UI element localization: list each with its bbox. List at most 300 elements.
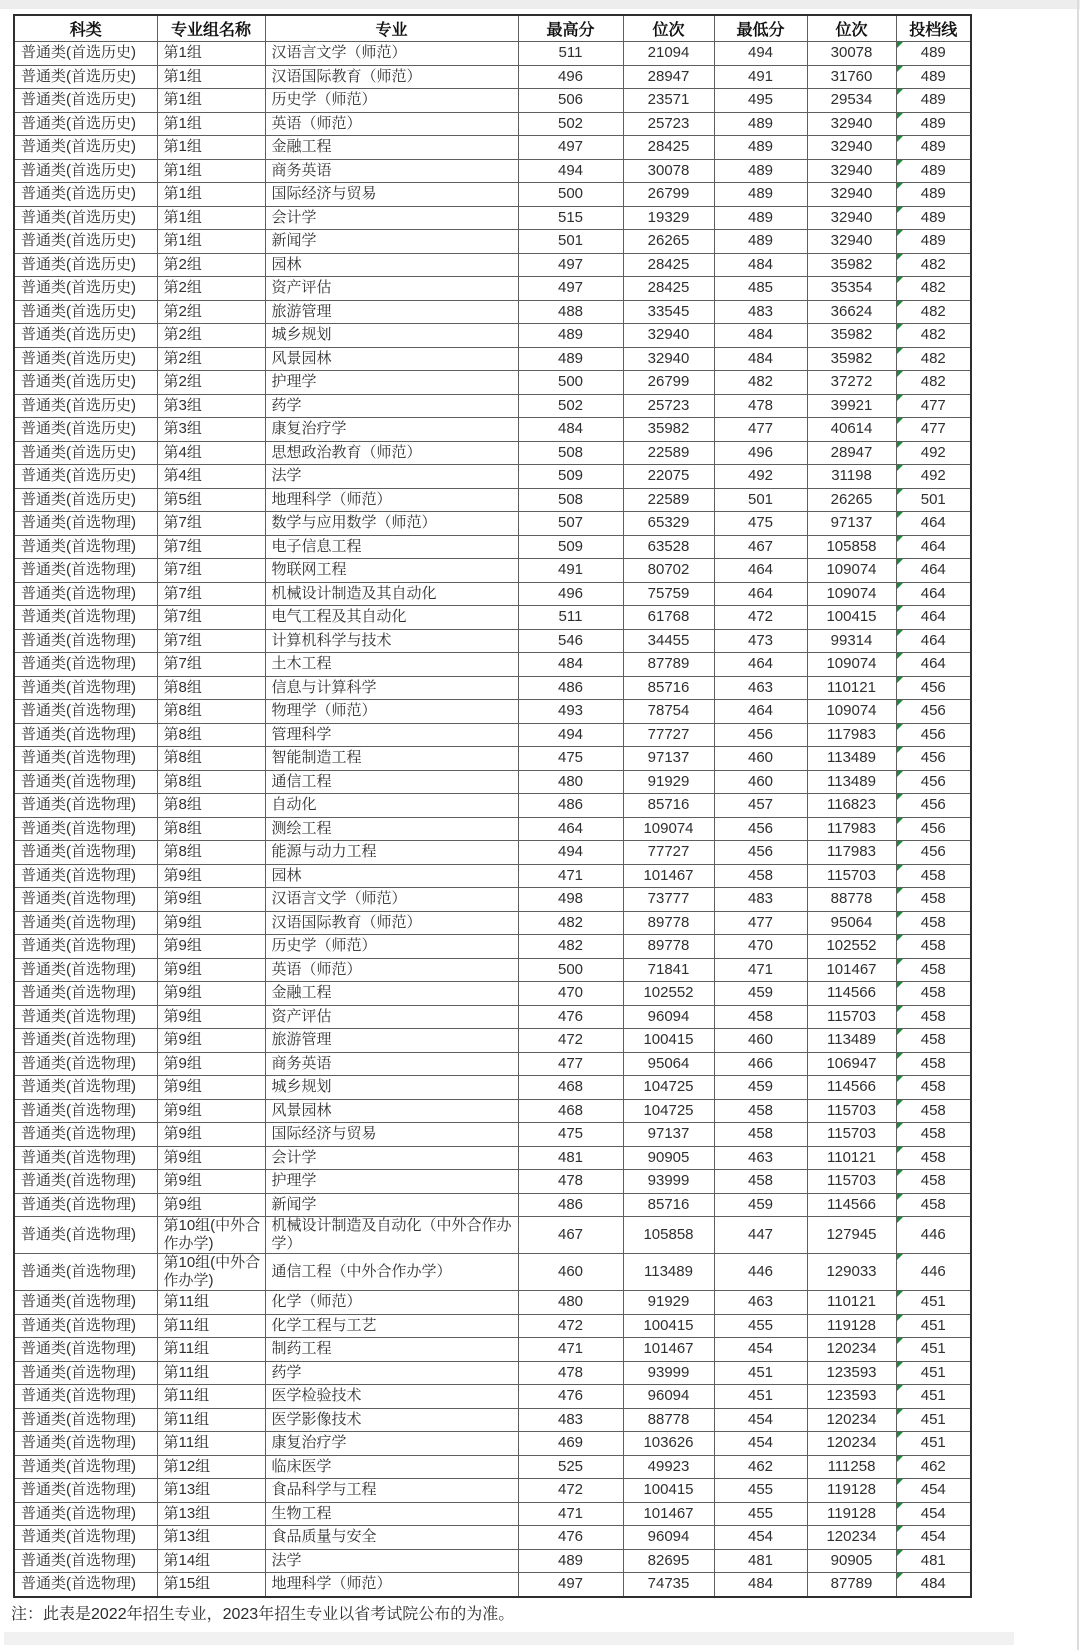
cell-min-rank: 114566 bbox=[807, 1193, 896, 1217]
cell-max-score: 476 bbox=[518, 1385, 623, 1409]
cell-max-score: 475 bbox=[518, 747, 623, 771]
admission-line-value: 456 bbox=[920, 702, 946, 720]
cell-max-score: 494 bbox=[518, 159, 623, 183]
cell-category: 普通类(首选物理) bbox=[14, 817, 157, 841]
cell-major: 汉语言文学（师范） bbox=[265, 888, 518, 912]
cell-max-score: 497 bbox=[518, 1573, 623, 1597]
cell-category: 普通类(首选历史) bbox=[14, 42, 157, 66]
green-corner-marker-icon bbox=[897, 1385, 903, 1391]
cell-major: 药学 bbox=[265, 394, 518, 418]
cell-admission-line bbox=[896, 676, 971, 700]
cell-major: 城乡规划 bbox=[265, 324, 518, 348]
column-header-min-score: 最低分 bbox=[714, 15, 807, 42]
admission-line-value: 477 bbox=[920, 420, 946, 438]
cell-max-rank: 93999 bbox=[623, 1170, 714, 1194]
cell-min-score: 456 bbox=[714, 817, 807, 841]
admission-line-value: 489 bbox=[920, 91, 946, 109]
cell-major: 信息与计算科学 bbox=[265, 676, 518, 700]
cell-max-rank: 63528 bbox=[623, 535, 714, 559]
cell-category: 普通类(首选物理) bbox=[14, 1123, 157, 1147]
table-row bbox=[14, 606, 971, 630]
green-corner-marker-icon bbox=[897, 1170, 903, 1176]
cell-max-score: 494 bbox=[518, 841, 623, 865]
cell-min-rank: 120234 bbox=[807, 1432, 896, 1456]
cell-admission-line bbox=[896, 1361, 971, 1385]
cell-admission-line bbox=[896, 911, 971, 935]
cell-admission-line bbox=[896, 1385, 971, 1409]
cell-max-score: 489 bbox=[518, 347, 623, 371]
table-row bbox=[14, 371, 971, 395]
cell-admission-line bbox=[896, 1099, 971, 1123]
column-header-max-score: 最高分 bbox=[518, 15, 623, 42]
cell-max-rank: 96094 bbox=[623, 1385, 714, 1409]
cell-min-score: 456 bbox=[714, 723, 807, 747]
green-corner-marker-icon bbox=[897, 1362, 903, 1368]
cell-admission-line bbox=[896, 1573, 971, 1597]
green-corner-marker-icon bbox=[897, 1432, 903, 1438]
cell-min-rank: 35982 bbox=[807, 253, 896, 277]
admission-line-value: 458 bbox=[920, 890, 946, 908]
table-row bbox=[14, 65, 971, 89]
green-corner-marker-icon bbox=[897, 1315, 903, 1321]
admission-line-value: 464 bbox=[920, 631, 946, 649]
cell-max-rank: 85716 bbox=[623, 676, 714, 700]
cell-min-rank: 28947 bbox=[807, 441, 896, 465]
green-corner-marker-icon bbox=[897, 841, 903, 847]
cell-group-name: 第8组 bbox=[157, 723, 265, 747]
cell-min-rank: 115703 bbox=[807, 1123, 896, 1147]
cell-min-rank: 110121 bbox=[807, 1146, 896, 1170]
cell-min-rank: 32940 bbox=[807, 206, 896, 230]
cell-max-score: 472 bbox=[518, 1479, 623, 1503]
cell-major: 机械设计制造及自动化（中外合作办学） bbox=[265, 1217, 518, 1254]
cell-admission-line bbox=[896, 535, 971, 559]
admission-line-value: 489 bbox=[920, 161, 946, 179]
cell-category: 普通类(首选物理) bbox=[14, 1432, 157, 1456]
admission-line-value: 456 bbox=[920, 725, 946, 743]
cell-group-name: 第7组 bbox=[157, 653, 265, 677]
cell-min-score: 463 bbox=[714, 1291, 807, 1315]
cell-min-rank: 30078 bbox=[807, 42, 896, 66]
cell-max-score: 471 bbox=[518, 1338, 623, 1362]
cell-min-rank: 113489 bbox=[807, 1029, 896, 1053]
cell-major: 化学（师范） bbox=[265, 1291, 518, 1315]
cell-category: 普通类(首选物理) bbox=[14, 1361, 157, 1385]
cell-max-score: 468 bbox=[518, 1076, 623, 1100]
cell-category: 普通类(首选物理) bbox=[14, 1502, 157, 1526]
cell-major: 电气工程及其自动化 bbox=[265, 606, 518, 630]
cell-min-score: 455 bbox=[714, 1502, 807, 1526]
cell-min-rank: 87789 bbox=[807, 1573, 896, 1597]
cell-category: 普通类(首选物理) bbox=[14, 841, 157, 865]
cell-max-rank: 21094 bbox=[623, 42, 714, 66]
cell-group-name: 第1组 bbox=[157, 136, 265, 160]
cell-max-rank: 32940 bbox=[623, 324, 714, 348]
admission-line-value: 451 bbox=[920, 1293, 946, 1311]
cell-group-name: 第9组 bbox=[157, 935, 265, 959]
table-row bbox=[14, 1123, 971, 1147]
cell-category: 普通类(首选历史) bbox=[14, 159, 157, 183]
cell-category: 普通类(首选物理) bbox=[14, 911, 157, 935]
cell-min-score: 464 bbox=[714, 582, 807, 606]
cell-major: 旅游管理 bbox=[265, 1029, 518, 1053]
green-corner-marker-icon bbox=[897, 418, 903, 424]
cell-admission-line bbox=[896, 817, 971, 841]
cell-major: 化学工程与工艺 bbox=[265, 1314, 518, 1338]
cell-group-name: 第11组 bbox=[157, 1385, 265, 1409]
cell-min-rank: 129033 bbox=[807, 1254, 896, 1291]
cell-major: 电子信息工程 bbox=[265, 535, 518, 559]
green-corner-marker-icon bbox=[897, 1338, 903, 1344]
admission-line-value: 482 bbox=[920, 302, 946, 320]
cell-max-score: 509 bbox=[518, 465, 623, 489]
cell-min-score: 457 bbox=[714, 794, 807, 818]
cell-category: 普通类(首选物理) bbox=[14, 1385, 157, 1409]
cell-min-rank: 110121 bbox=[807, 1291, 896, 1315]
cell-category: 普通类(首选物理) bbox=[14, 1408, 157, 1432]
cell-group-name: 第13组 bbox=[157, 1526, 265, 1550]
cell-major: 法学 bbox=[265, 1549, 518, 1573]
cell-max-rank: 28425 bbox=[623, 136, 714, 160]
cell-admission-line bbox=[896, 1432, 971, 1456]
table-row bbox=[14, 1479, 971, 1503]
cell-group-name: 第7组 bbox=[157, 629, 265, 653]
cell-group-name: 第1组 bbox=[157, 183, 265, 207]
cell-max-rank: 91929 bbox=[623, 1291, 714, 1315]
cell-min-score: 458 bbox=[714, 1170, 807, 1194]
green-corner-marker-icon bbox=[897, 442, 903, 448]
cell-max-score: 493 bbox=[518, 700, 623, 724]
admission-line-value: 489 bbox=[920, 185, 946, 203]
table-row bbox=[14, 794, 971, 818]
cell-min-rank: 115703 bbox=[807, 1170, 896, 1194]
table-row bbox=[14, 1170, 971, 1194]
table-row bbox=[14, 512, 971, 536]
column-header-admission-line: 投档线 bbox=[896, 15, 971, 42]
cell-category: 普通类(首选物理) bbox=[14, 629, 157, 653]
cell-category: 普通类(首选历史) bbox=[14, 230, 157, 254]
cell-admission-line bbox=[896, 1479, 971, 1503]
cell-major: 国际经济与贸易 bbox=[265, 183, 518, 207]
cell-max-rank: 26265 bbox=[623, 230, 714, 254]
cell-admission-line bbox=[896, 1170, 971, 1194]
cell-group-name: 第9组 bbox=[157, 1099, 265, 1123]
cell-major: 医学影像技术 bbox=[265, 1408, 518, 1432]
green-corner-marker-icon bbox=[897, 1526, 903, 1532]
admission-line-value: 456 bbox=[920, 819, 946, 837]
admission-line-value: 464 bbox=[920, 608, 946, 626]
table-body bbox=[14, 42, 971, 1597]
cell-min-rank: 117983 bbox=[807, 817, 896, 841]
page-content bbox=[0, 9, 1080, 1645]
admission-line-value: 489 bbox=[920, 208, 946, 226]
cell-min-rank: 97137 bbox=[807, 512, 896, 536]
cell-min-rank: 31760 bbox=[807, 65, 896, 89]
cell-max-score: 488 bbox=[518, 300, 623, 324]
cell-group-name: 第9组 bbox=[157, 1170, 265, 1194]
table-row bbox=[14, 394, 971, 418]
admission-line-value: 458 bbox=[920, 1078, 946, 1096]
cell-category: 普通类(首选物理) bbox=[14, 1338, 157, 1362]
cell-min-rank: 102552 bbox=[807, 935, 896, 959]
cell-admission-line bbox=[896, 1314, 971, 1338]
admission-line-value: 489 bbox=[920, 67, 946, 85]
column-header-max-rank: 位次 bbox=[623, 15, 714, 42]
cell-max-rank: 85716 bbox=[623, 1193, 714, 1217]
cell-min-rank: 120234 bbox=[807, 1408, 896, 1432]
table-row bbox=[14, 1526, 971, 1550]
cell-admission-line bbox=[896, 1338, 971, 1362]
cell-max-rank: 74735 bbox=[623, 1573, 714, 1597]
cell-group-name: 第7组 bbox=[157, 512, 265, 536]
cell-admission-line bbox=[896, 606, 971, 630]
cell-group-name: 第9组 bbox=[157, 1146, 265, 1170]
table-row bbox=[14, 582, 971, 606]
table-row bbox=[14, 89, 971, 113]
cell-max-score: 515 bbox=[518, 206, 623, 230]
table-row bbox=[14, 723, 971, 747]
cell-category: 普通类(首选物理) bbox=[14, 1573, 157, 1597]
table-row bbox=[14, 1385, 971, 1409]
admission-line-value: 458 bbox=[920, 984, 946, 1002]
admission-line-value: 451 bbox=[920, 1434, 946, 1452]
cell-admission-line bbox=[896, 1408, 971, 1432]
admission-line-value: 482 bbox=[920, 326, 946, 344]
cell-group-name: 第9组 bbox=[157, 1052, 265, 1076]
cell-category: 普通类(首选物理) bbox=[14, 1029, 157, 1053]
cell-group-name: 第4组 bbox=[157, 465, 265, 489]
cell-category: 普通类(首选物理) bbox=[14, 1052, 157, 1076]
admission-line-value: 454 bbox=[920, 1528, 946, 1546]
cell-min-rank: 39921 bbox=[807, 394, 896, 418]
column-header-group-name: 专业组名称 bbox=[157, 15, 265, 42]
green-corner-marker-icon bbox=[897, 630, 903, 636]
cell-admission-line bbox=[896, 159, 971, 183]
cell-min-score: 458 bbox=[714, 1123, 807, 1147]
cell-min-rank: 115703 bbox=[807, 1099, 896, 1123]
table-row bbox=[14, 324, 971, 348]
green-corner-marker-icon bbox=[897, 301, 903, 307]
cell-min-score: 459 bbox=[714, 1076, 807, 1100]
table-row bbox=[14, 982, 971, 1006]
green-corner-marker-icon bbox=[897, 1147, 903, 1153]
cell-max-score: 480 bbox=[518, 1291, 623, 1315]
cell-category: 普通类(首选物理) bbox=[14, 700, 157, 724]
cell-major: 物理学（师范） bbox=[265, 700, 518, 724]
cell-max-rank: 87789 bbox=[623, 653, 714, 677]
green-corner-marker-icon bbox=[897, 700, 903, 706]
cell-min-rank: 113489 bbox=[807, 770, 896, 794]
table-row bbox=[14, 1029, 971, 1053]
admission-line-value: 482 bbox=[920, 373, 946, 391]
admission-line-value: 492 bbox=[920, 443, 946, 461]
cell-min-rank: 116823 bbox=[807, 794, 896, 818]
cell-group-name: 第8组 bbox=[157, 770, 265, 794]
admission-line-value: 464 bbox=[920, 537, 946, 555]
admission-line-value: 492 bbox=[920, 467, 946, 485]
green-corner-marker-icon bbox=[897, 1479, 903, 1485]
table-row bbox=[14, 136, 971, 160]
cell-major: 管理科学 bbox=[265, 723, 518, 747]
table-row bbox=[14, 700, 971, 724]
cell-group-name: 第3组 bbox=[157, 394, 265, 418]
cell-min-score: 462 bbox=[714, 1455, 807, 1479]
cell-admission-line bbox=[896, 888, 971, 912]
green-corner-marker-icon bbox=[897, 348, 903, 354]
cell-max-score: 483 bbox=[518, 1408, 623, 1432]
cell-admission-line bbox=[896, 1193, 971, 1217]
cell-admission-line bbox=[896, 1146, 971, 1170]
cell-max-rank: 22589 bbox=[623, 488, 714, 512]
cell-min-score: 496 bbox=[714, 441, 807, 465]
cell-admission-line bbox=[896, 512, 971, 536]
cell-group-name: 第13组 bbox=[157, 1479, 265, 1503]
cell-max-score: 489 bbox=[518, 1549, 623, 1573]
cell-admission-line bbox=[896, 1291, 971, 1315]
cell-max-score: 496 bbox=[518, 65, 623, 89]
cell-category: 普通类(首选物理) bbox=[14, 653, 157, 677]
table-row bbox=[14, 1573, 971, 1597]
green-corner-marker-icon bbox=[897, 794, 903, 800]
cell-max-score: 476 bbox=[518, 1005, 623, 1029]
admission-line-value: 456 bbox=[920, 678, 946, 696]
cell-admission-line bbox=[896, 347, 971, 371]
cell-category: 普通类(首选历史) bbox=[14, 136, 157, 160]
cell-admission-line bbox=[896, 958, 971, 982]
cell-category: 普通类(首选历史) bbox=[14, 183, 157, 207]
cell-min-rank: 106947 bbox=[807, 1052, 896, 1076]
table-row bbox=[14, 1005, 971, 1029]
cell-min-rank: 120234 bbox=[807, 1526, 896, 1550]
green-corner-marker-icon bbox=[897, 724, 903, 730]
cell-major: 商务英语 bbox=[265, 1052, 518, 1076]
table-row bbox=[14, 1408, 971, 1432]
cell-group-name: 第5组 bbox=[157, 488, 265, 512]
cell-max-rank: 90905 bbox=[623, 1146, 714, 1170]
cell-min-rank: 115703 bbox=[807, 864, 896, 888]
cell-max-score: 489 bbox=[518, 324, 623, 348]
admission-line-value: 458 bbox=[920, 960, 946, 978]
cell-min-score: 454 bbox=[714, 1408, 807, 1432]
green-corner-marker-icon bbox=[897, 489, 903, 495]
cell-min-score: 458 bbox=[714, 864, 807, 888]
table-row bbox=[14, 1193, 971, 1217]
table-row bbox=[14, 1099, 971, 1123]
admission-line-value: 458 bbox=[920, 1195, 946, 1213]
cell-max-score: 494 bbox=[518, 723, 623, 747]
table-row bbox=[14, 159, 971, 183]
cell-major: 汉语国际教育（师范） bbox=[265, 911, 518, 935]
cell-group-name: 第9组 bbox=[157, 1029, 265, 1053]
table-row bbox=[14, 1052, 971, 1076]
cell-min-rank: 120234 bbox=[807, 1338, 896, 1362]
admission-line-value: 482 bbox=[920, 279, 946, 297]
cell-min-rank: 32940 bbox=[807, 183, 896, 207]
cell-min-score: 484 bbox=[714, 324, 807, 348]
cell-major: 护理学 bbox=[265, 1170, 518, 1194]
cell-major: 历史学（师范） bbox=[265, 89, 518, 113]
cell-admission-line bbox=[896, 1123, 971, 1147]
cell-category: 普通类(首选历史) bbox=[14, 488, 157, 512]
cell-max-score: 506 bbox=[518, 89, 623, 113]
cell-max-score: 497 bbox=[518, 253, 623, 277]
cell-admission-line bbox=[896, 629, 971, 653]
cell-major: 新闻学 bbox=[265, 1193, 518, 1217]
cell-max-rank: 101467 bbox=[623, 864, 714, 888]
green-corner-marker-icon bbox=[897, 113, 903, 119]
cell-min-score: 484 bbox=[714, 347, 807, 371]
cell-max-rank: 65329 bbox=[623, 512, 714, 536]
cell-major: 风景园林 bbox=[265, 1099, 518, 1123]
cell-group-name: 第9组 bbox=[157, 888, 265, 912]
cell-major: 会计学 bbox=[265, 1146, 518, 1170]
table-row bbox=[14, 817, 971, 841]
cell-major: 制药工程 bbox=[265, 1338, 518, 1362]
cell-category: 普通类(首选物理) bbox=[14, 559, 157, 583]
cell-max-score: 501 bbox=[518, 230, 623, 254]
cell-category: 普通类(首选物理) bbox=[14, 1549, 157, 1573]
cell-max-rank: 28425 bbox=[623, 253, 714, 277]
cell-max-rank: 77727 bbox=[623, 723, 714, 747]
table-row bbox=[14, 1361, 971, 1385]
table-row bbox=[14, 559, 971, 583]
table-row bbox=[14, 488, 971, 512]
cell-min-score: 483 bbox=[714, 300, 807, 324]
cell-admission-line bbox=[896, 864, 971, 888]
bottom-strip bbox=[4, 1632, 1014, 1645]
cell-max-rank: 113489 bbox=[623, 1254, 714, 1291]
cell-max-score: 471 bbox=[518, 864, 623, 888]
cell-max-score: 468 bbox=[518, 1099, 623, 1123]
admission-line-value: 458 bbox=[920, 1172, 946, 1190]
cell-max-score: 472 bbox=[518, 1314, 623, 1338]
cell-max-score: 469 bbox=[518, 1432, 623, 1456]
cell-admission-line bbox=[896, 1254, 971, 1291]
cell-category: 普通类(首选物理) bbox=[14, 770, 157, 794]
cell-group-name: 第7组 bbox=[157, 606, 265, 630]
green-corner-marker-icon bbox=[897, 912, 903, 918]
cell-min-score: 489 bbox=[714, 136, 807, 160]
cell-min-rank: 123593 bbox=[807, 1361, 896, 1385]
green-corner-marker-icon bbox=[897, 465, 903, 471]
cell-admission-line bbox=[896, 794, 971, 818]
cell-min-rank: 123593 bbox=[807, 1385, 896, 1409]
cell-max-score: 472 bbox=[518, 1029, 623, 1053]
cell-min-score: 466 bbox=[714, 1052, 807, 1076]
cell-max-rank: 19329 bbox=[623, 206, 714, 230]
cell-max-score: 471 bbox=[518, 1502, 623, 1526]
admission-line-value: 446 bbox=[920, 1263, 946, 1280]
cell-admission-line bbox=[896, 1217, 971, 1254]
cell-max-rank: 96094 bbox=[623, 1005, 714, 1029]
table-row bbox=[14, 277, 971, 301]
cell-min-score: 489 bbox=[714, 206, 807, 230]
cell-category: 普通类(首选物理) bbox=[14, 1170, 157, 1194]
cell-min-rank: 31198 bbox=[807, 465, 896, 489]
header-row bbox=[14, 15, 971, 42]
cell-max-rank: 30078 bbox=[623, 159, 714, 183]
cell-max-score: 500 bbox=[518, 371, 623, 395]
cell-major: 汉语言文学（师范） bbox=[265, 42, 518, 66]
cell-max-rank: 89778 bbox=[623, 911, 714, 935]
cell-max-score: 507 bbox=[518, 512, 623, 536]
cell-min-score: 463 bbox=[714, 1146, 807, 1170]
cell-group-name: 第1组 bbox=[157, 65, 265, 89]
cell-admission-line bbox=[896, 206, 971, 230]
cell-group-name: 第9组 bbox=[157, 958, 265, 982]
cell-max-rank: 101467 bbox=[623, 1338, 714, 1362]
cell-max-rank: 93999 bbox=[623, 1361, 714, 1385]
